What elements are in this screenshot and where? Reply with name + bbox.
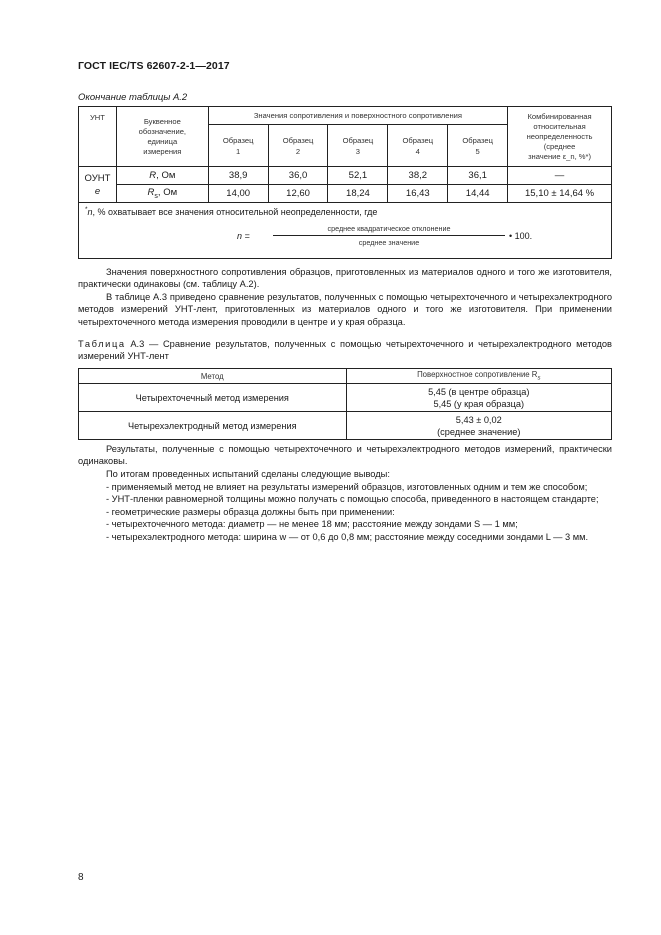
paragraph-surface-resistance: Значения поверхностного сопротивления образцов, приготовленных из материалов одного и того же изготовителя, практически одинаковы (см. таблицу А.2).	[78, 267, 612, 290]
col-header-surface-resistance: Поверхностное сопротивление $R_s$	[346, 369, 611, 384]
col-header-sample-1: Образец 1	[208, 125, 268, 167]
col-header-unt: УНТ	[79, 107, 117, 167]
page-number: 8	[78, 872, 84, 883]
formula-rhs: • 100.	[509, 231, 533, 241]
col-header-uncertainty	[508, 107, 612, 167]
col-header-unit-line: Буквенное	[143, 116, 181, 126]
col-header-sample-2: Образец 2	[268, 125, 328, 167]
table-cell: 52,1	[328, 167, 388, 185]
col-header-sample-4: Образец 4	[388, 125, 448, 167]
table-cell: 36,0	[268, 167, 328, 185]
table-cell: 36,1	[448, 167, 508, 185]
col-header-values-group: Значения сопротивления и поверхностного сопротивления	[208, 107, 507, 125]
cell-symbol-r: R, Ом	[116, 167, 208, 185]
table-a2-continuation-caption: Окончание таблицы А.2	[78, 92, 188, 103]
paragraph-conclusions-intro: По итогам проведенных испытаний сделаны следующие выводы:	[106, 469, 390, 479]
list-item: - четырехэлектродного метода: ширина w — от 0,6 до 0,8 мм; расстояние между соседними зондами L — 3 мм.	[106, 531, 589, 542]
row-label-ount: ОУНТ е	[79, 167, 117, 203]
col-header-unit	[116, 107, 208, 167]
col-header-uncert-line: Комбинированная	[527, 111, 592, 121]
paragraph-table-a3-intro: В таблице А.3 приведено сравнение результатов, полученных с помощью четырехточечного и четырехэлектродного методов измерений УНТ-лент, приготовленных из материалов одного и того же изготовителя. При применении четырехточечного метода измерения проводили в центре и у края образца.	[78, 292, 612, 327]
formula-denominator: среднее значение	[358, 238, 420, 247]
footnote-text: *n, % охватывает все значения относительной неопределенности, где	[85, 206, 378, 217]
paragraph-results-same: Результаты, полученные с помощью четырехточечного и четырехэлектродного методов измерений, практически одинаковы.	[78, 444, 612, 467]
list-item: - УНТ-пленки равномерной толщины можно получать с помощью способа, приведенного в настоящем стандарте;	[106, 494, 599, 505]
list-item: - геометрические размеры образца должны быть при применении:	[106, 506, 395, 517]
table-cell: 16,43	[388, 185, 448, 203]
table-cell-uncertainty: —	[508, 167, 612, 185]
table-a3-caption-text: А.3 — Сравнение результатов, полученных с помощью четырехточечного и четырехэлектродного методов измерений УНТ-лент	[78, 339, 612, 362]
table-a3-caption	[78, 338, 612, 363]
table-cell: 12,60	[268, 185, 328, 203]
table-row	[79, 384, 612, 412]
formula-fraction	[273, 224, 505, 247]
col-header-uncert-line: относительная	[533, 121, 586, 131]
conclusions-list	[78, 481, 612, 543]
table-row	[79, 167, 612, 185]
table-a2	[78, 106, 612, 259]
method-cell: Четырехточечный метод измерения	[79, 384, 347, 412]
col-header-uncert-line: значение ε_n, %*)	[528, 151, 592, 161]
uncertainty-formula	[85, 225, 605, 253]
table-cell: 38,9	[208, 167, 268, 185]
col-header-unit-line: единица	[147, 136, 178, 146]
table-cell: 38,2	[388, 167, 448, 185]
formula-numerator: среднее квадратическое отклонение	[327, 224, 451, 233]
col-header-sample-3: Образец 3	[328, 125, 388, 167]
col-header-unit-line: обозначение,	[138, 126, 187, 136]
table-a3	[78, 368, 612, 440]
col-header-uncert-line: неопределенность	[526, 131, 593, 141]
method-cell: Четырехэлектродный метод измерения	[79, 412, 347, 440]
col-header-uncert-line: (среднее	[543, 141, 576, 151]
table-cell: 14,00	[208, 185, 268, 203]
table-cell-uncertainty: 15,10 ± 14,64 %	[508, 185, 612, 203]
col-header-sample-5: Образец 5	[448, 125, 508, 167]
table-a3-caption-prefix: Таблица	[78, 339, 126, 349]
formula-lhs: n =	[237, 231, 250, 241]
document-header: ГОСТ IEC/TS 62607-2-1—2017	[78, 60, 230, 72]
col-header-unit-line: измерения	[143, 146, 182, 156]
list-item: - применяемый метод не влияет на результаты измерений образцов, изготовленных одним и тем же способом;	[106, 482, 588, 492]
table-cell: 14,44	[448, 185, 508, 203]
table-footnote	[79, 203, 612, 259]
value-cell: 5,43 ± 0,02 (среднее значение)	[346, 412, 611, 440]
value-cell: 5,45 (в центре образца) 5,45 (у края образца)	[346, 384, 611, 412]
cell-symbol-rs: $R_s$, Ом	[116, 185, 208, 203]
table-row	[79, 412, 612, 440]
col-header-method: Метод	[79, 369, 347, 384]
table-row	[79, 185, 612, 203]
list-item: - четырехточечного метода: диаметр — не менее 18 мм; расстояние между зондами S — 1 мм;	[106, 519, 518, 530]
table-cell: 18,24	[328, 185, 388, 203]
